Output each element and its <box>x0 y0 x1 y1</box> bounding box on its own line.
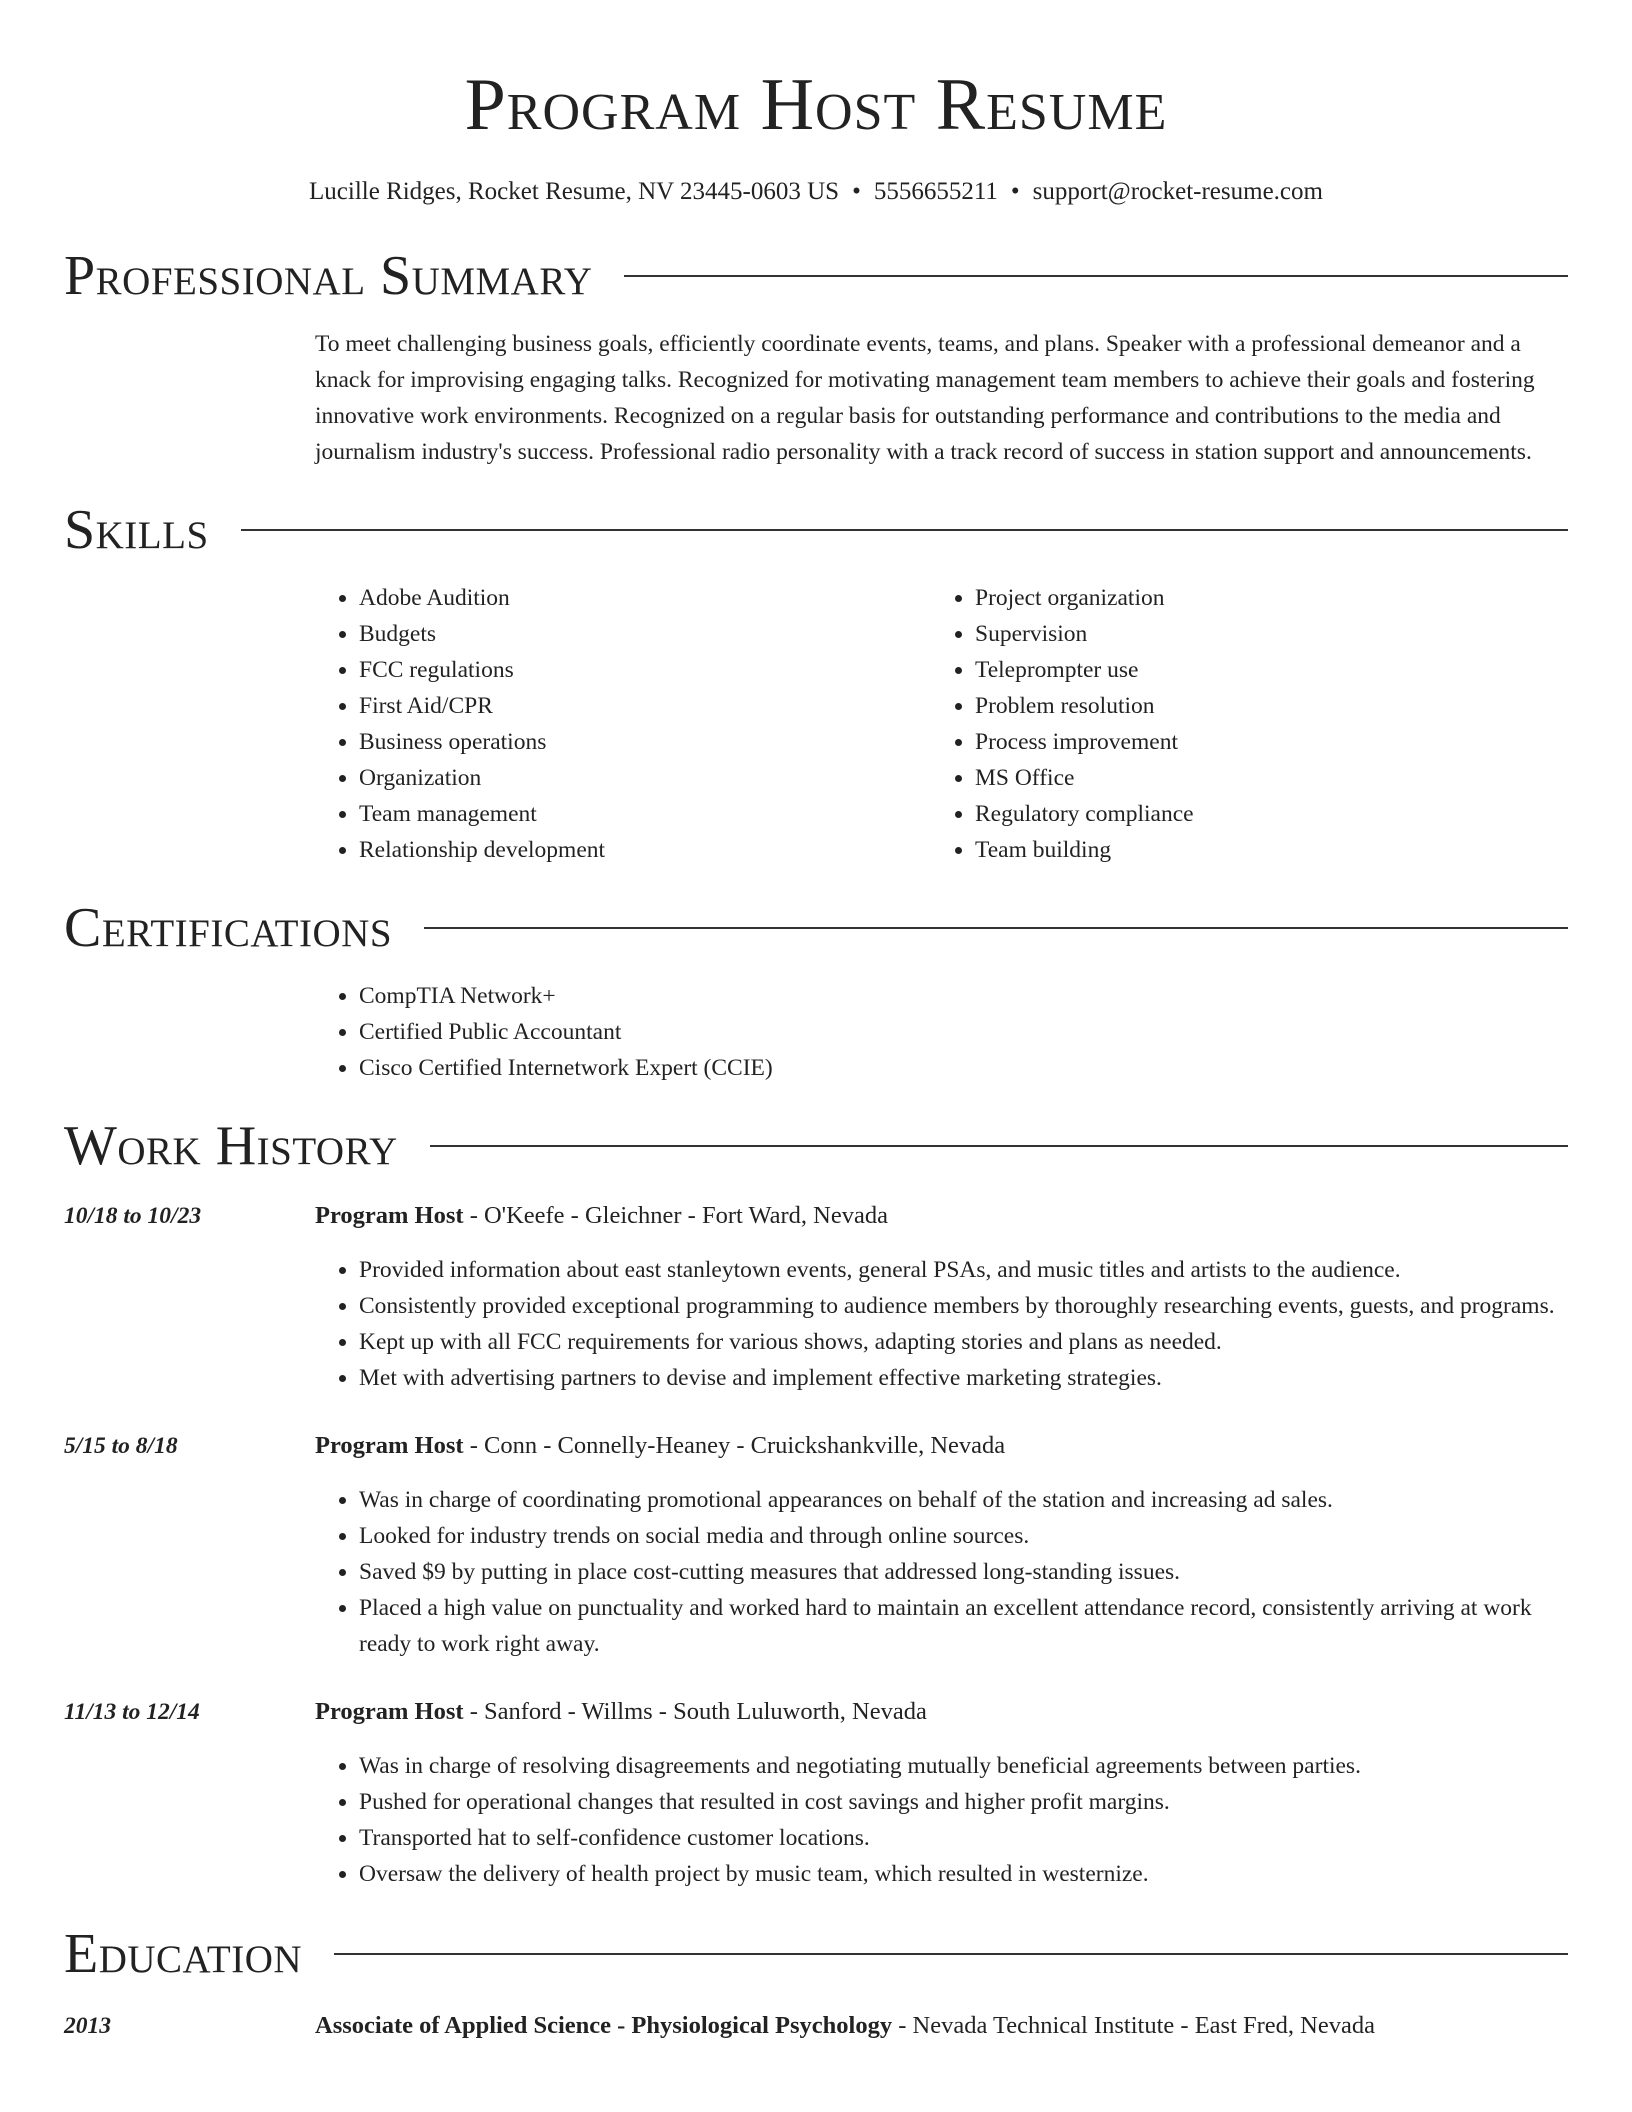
contact-email: support@rocket-resume.com <box>1032 178 1323 205</box>
skill-item: • Team management <box>359 796 931 832</box>
contact-phone: 5556655211 <box>873 178 998 205</box>
job-bullet: • Oversaw the delivery of health project by music team, which resulted in westernize. <box>359 1856 1568 1892</box>
job-bullet: • Saved $9 by putting in place cost-cutting measures that addressed long-standing issues. <box>359 1554 1568 1590</box>
certification-item: • Cisco Certified Internetwork Expert (CCIE) <box>359 1050 1568 1086</box>
skill-item: • Problem resolution <box>975 688 1547 724</box>
job-bullet: • Kept up with all FCC requirements for various shows, adapting stories and plans as needed. <box>359 1324 1568 1360</box>
section-divider <box>430 1145 1568 1147</box>
section-divider <box>424 927 1568 929</box>
contact-line <box>64 176 1568 208</box>
section-divider <box>241 529 1568 531</box>
education-degree: Associate of Applied Science - Physiological Psychology <box>315 2012 893 2039</box>
skills-column-right <box>931 580 1547 868</box>
education-body <box>315 2008 1375 2044</box>
job-entry <box>64 1428 1568 1662</box>
skills-column-left <box>315 580 931 868</box>
section-header-work-history <box>64 1114 1568 1178</box>
skill-item: • Business operations <box>359 724 931 760</box>
skill-item: • Relationship development <box>359 832 931 868</box>
section-title-skills: Skills <box>64 499 209 561</box>
contact-separator: • <box>852 178 861 205</box>
job-dates: 10/18 to 10/23 <box>64 1203 202 1229</box>
section-title-education: Education <box>64 1923 303 1985</box>
job-entry <box>64 1694 1568 1892</box>
job-employer: - Conn - Connelly-Heaney - Cruickshankville, Nevada <box>463 1432 1006 1459</box>
skill-item: • MS Office <box>975 760 1547 796</box>
page-title: Program Host Resume <box>464 64 1168 146</box>
job-bullet: • Was in charge of coordinating promotional appearances on behalf of the station and increasing ad sales. <box>359 1482 1568 1518</box>
section-header-education <box>64 1922 1568 1986</box>
skill-item: • Project organization <box>975 580 1547 616</box>
job-body <box>315 1694 1568 1892</box>
job-title: Program Host <box>315 1698 464 1725</box>
contact-separator: • <box>1010 178 1020 205</box>
summary-text: To meet challenging business goals, efficiently coordinate events, teams, and plans. Speaker with a professional demeanor and a knack for improvising engaging talks. Recognized for motivating management team members to achieve their goals and fostering innovative work environments. Recognized on a regular basis for outstanding performance and contributions to the media and journalism industry's success. Professional radio personality with a track record of success in station support and announcements. <box>315 331 1535 465</box>
section-title-certifications: Certifications <box>64 897 393 959</box>
job-dates: 11/13 to 12/14 <box>64 1699 200 1725</box>
skills-grid <box>315 580 1568 868</box>
job-employer: - O'Keefe - Gleichner - Fort Ward, Nevada <box>463 1202 888 1229</box>
skill-item: • Organization <box>359 760 931 796</box>
section-header-summary <box>64 244 1568 308</box>
job-bullet: • Looked for industry trends on social media and through online sources. <box>359 1518 1568 1554</box>
job-bullet: • Provided information about east stanleytown events, general PSAs, and music titles and artists to the audience. <box>359 1252 1568 1288</box>
certification-item: • CompTIA Network+ <box>359 978 1568 1014</box>
skill-item: • FCC regulations <box>359 652 931 688</box>
job-bullet: • Met with advertising partners to devise and implement effective marketing strategies. <box>359 1360 1568 1396</box>
certification-item: • Certified Public Accountant <box>359 1014 1568 1050</box>
skill-item: • Regulatory compliance <box>975 796 1547 832</box>
section-title-summary: Professional Summary <box>64 245 593 307</box>
section-divider <box>334 1953 1568 1955</box>
contact-address: Lucille Ridges, Rocket Resume, NV 23445-0603 US <box>309 178 840 205</box>
job-title: Program Host <box>315 1432 464 1459</box>
job-heading <box>315 1428 1568 1464</box>
certifications-list <box>315 978 1568 1086</box>
education-year: 2013 <box>64 2013 111 2039</box>
job-title: Program Host <box>315 1202 464 1229</box>
job-body <box>315 1428 1568 1662</box>
job-entry <box>64 1198 1568 1396</box>
job-bullet: • Consistently provided exceptional programming to audience members by thoroughly researching events, guests, and programs. <box>359 1288 1568 1324</box>
job-bullet: • Pushed for operational changes that resulted in cost savings and higher profit margins. <box>359 1784 1568 1820</box>
skill-item: • Supervision <box>975 616 1547 652</box>
job-bullet: • Placed a high value on punctuality and worked hard to maintain an excellent attendance record, consistently arriving at work ready to work right away. <box>359 1590 1568 1662</box>
skill-item: • Team building <box>975 832 1547 868</box>
skill-item: • Budgets <box>359 616 931 652</box>
skill-item: • Teleprompter use <box>975 652 1547 688</box>
job-bullet: • Transported hat to self-confidence customer locations. <box>359 1820 1568 1856</box>
job-employer: - Sanford - Willms - South Luluworth, Nevada <box>463 1698 927 1725</box>
job-heading <box>315 1694 1568 1730</box>
skill-item: • First Aid/CPR <box>359 688 931 724</box>
section-header-certifications <box>64 896 1568 960</box>
job-dates: 5/15 to 8/18 <box>64 1433 178 1459</box>
section-header-skills <box>64 498 1568 562</box>
job-body <box>315 1198 1568 1396</box>
section-title-work-history: Work History <box>64 1115 398 1177</box>
section-divider <box>624 275 1568 277</box>
education-school: - Nevada Technical Institute - East Fred, Nevada <box>892 2012 1375 2039</box>
education-entry <box>64 2008 1568 2044</box>
skill-item: • Process improvement <box>975 724 1547 760</box>
job-heading <box>315 1198 1568 1234</box>
job-bullet: • Was in charge of resolving disagreements and negotiating mutually beneficial agreements between parties. <box>359 1748 1568 1784</box>
skill-item: • Adobe Audition <box>359 580 931 616</box>
resume-page <box>64 0 1568 2044</box>
